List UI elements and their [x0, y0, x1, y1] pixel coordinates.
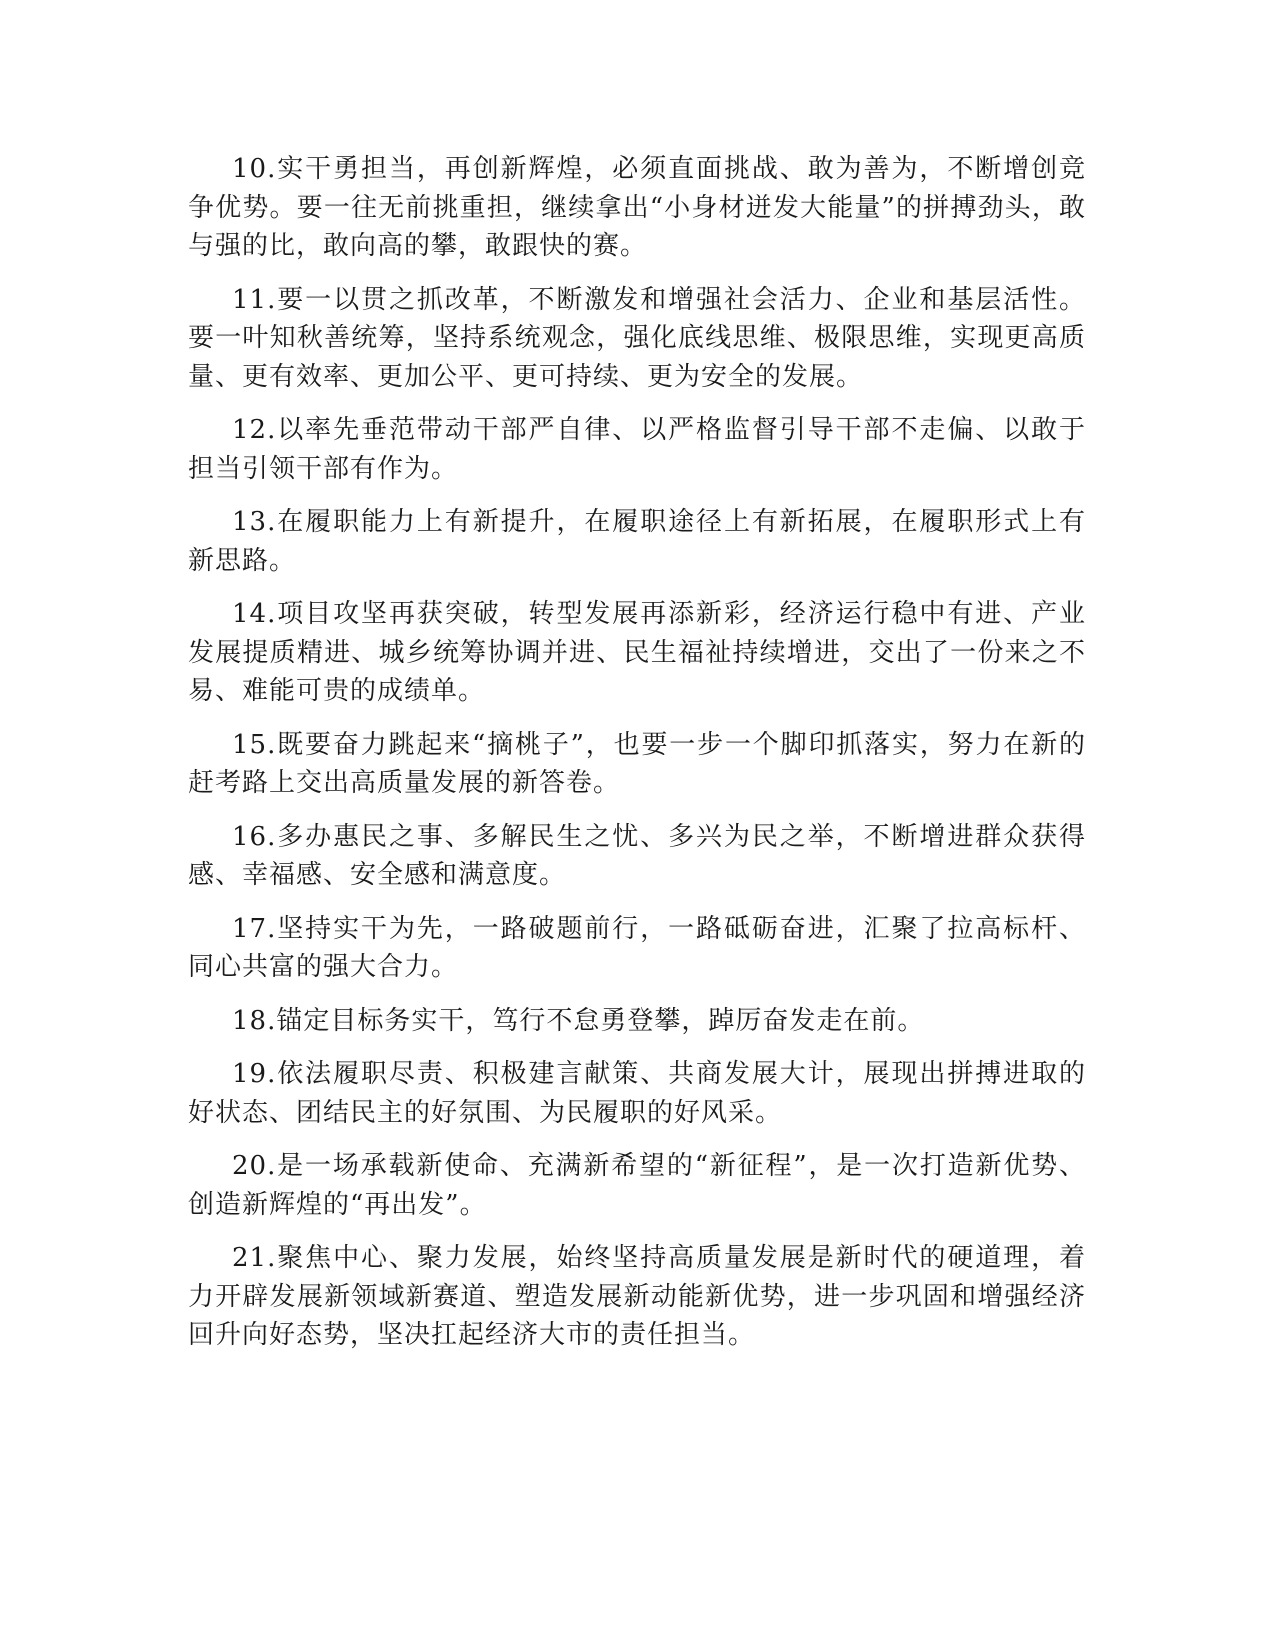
paragraph-17: 17.坚持实干为先，一路破题前行，一路砥砺奋进，汇聚了拉高标杆、同心共富的强大合力。 — [188, 913, 1086, 982]
paragraph-10: 10.实干勇担当，再创新辉煌，必须直面挑战、敢为善为，不断增创竞争优势。要一往无前挑重担，继续拿出“小身材迸发大能量”的拼搏劲头，敢与强的比，敢向高的攀，敢跟快的赛。 — [188, 154, 1086, 261]
paragraph-11: 11.要一以贯之抓改革，不断激发和增强社会活力、企业和基层活性。要一叶知秋善统筹，坚持系统观念，强化底线思维、极限思维，实现更高质量、更有效率、更加公平、更可持续、更为安全的发展。 — [188, 284, 1086, 392]
paragraph-15: 15.既要奋力跳起来“摘桃子”，也要一步一个脚印抓落实，努力在新的赶考路上交出高质量发展的新答卷。 — [188, 729, 1086, 798]
paragraph-19: 19.依法履职尽责、积极建言献策、共商发展大计，展现出拼搏进取的好状态、团结民主的好氛围、为民履职的好风采。 — [188, 1059, 1086, 1128]
paragraph-12: 12.以率先垂范带动干部严自律、以严格监督引导干部不走偏、以敢于担当引领干部有作为。 — [188, 415, 1086, 484]
paragraph-16: 16.多办惠民之事、多解民生之忧、多兴为民之举，不断增进群众获得感、幸福感、安全感和满意度。 — [188, 821, 1086, 890]
paragraph-21: 21.聚焦中心、聚力发展，始终坚持高质量发展是新时代的硬道理，着力开辟发展新领域新赛道、塑造发展新动能新优势，进一步巩固和增强经济回升向好态势，坚决扛起经济大市的责任担当。 — [188, 1243, 1086, 1350]
paragraph-13: 13.在履职能力上有新提升，在履职途径上有新拓展，在履职形式上有新思路。 — [188, 507, 1086, 576]
paragraph-20: 20.是一场承载新使命、充满新希望的“新征程”，是一次打造新优势、创造新辉煌的“再出发”。 — [188, 1151, 1086, 1220]
paragraph-14: 14.项目攻坚再获突破，转型发展再添新彩，经济运行稳中有进、产业发展提质精进、城乡统筹协调并进、民生福祉持续增进，交出了一份来之不易、难能可贵的成绩单。 — [188, 599, 1086, 706]
paragraph-18: 18.锚定目标务实干，笃行不怠勇登攀，踔厉奋发走在前。 — [232, 1005, 925, 1036]
document-body — [188, 150, 1086, 1370]
